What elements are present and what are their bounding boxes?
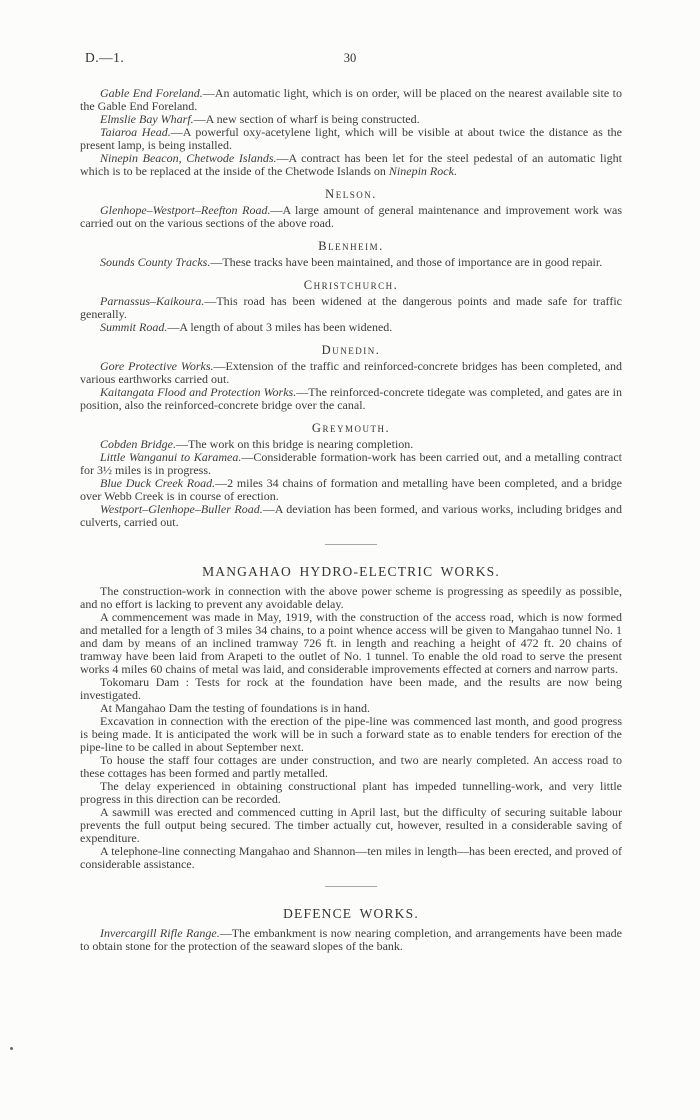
- separator-rule: [325, 886, 377, 887]
- paragraph: [80, 295, 622, 321]
- paragraph-text: —A large amount of general maintenance and improvement work was carried out on the various sections of the above road.: [80, 203, 622, 230]
- page-body: [0, 67, 700, 953]
- paragraph-tail-text: .: [453, 164, 457, 178]
- paragraph: [80, 152, 622, 178]
- paragraph-lead-italic: Glenhope–Westport–Reefton Road.: [100, 203, 271, 217]
- paragraph-text: —2 miles 34 chains of formation and metalling have been completed, and a bridge over Webb Creek is in course of erection.: [80, 476, 622, 503]
- paragraph: [80, 845, 622, 871]
- section-heading: DEFENCE WORKS.: [283, 906, 419, 921]
- paragraph: [80, 256, 622, 269]
- paragraph-text: The construction-work in connection with the above power scheme is progressing as speedily as possible, and no effort is lacking to prevent any avoidable delay.: [80, 584, 622, 611]
- paragraph-text: —These tracks have been maintained, and those of importance are in good repair.: [210, 255, 603, 269]
- paragraph-text: To house the staff four cottages are under construction, and two are nearly completed. An access road to these cottages has been formed and partly metalled.: [80, 753, 622, 780]
- paragraph-text: —A contract has been let for the steel pedestal of an automatic light which is to be replaced at the inside of the Chetwode Islands on: [80, 151, 622, 178]
- paragraph-text: —The work on this bridge is nearing completion.: [176, 437, 414, 451]
- paragraph-lead-italic: Gore Protective Works.: [100, 359, 214, 373]
- paragraph: [80, 360, 622, 386]
- paragraph-text: At Mangahao Dam the testing of foundations is in hand.: [100, 701, 370, 715]
- paragraph: [80, 386, 622, 412]
- paragraph-lead-italic: Taiaroa Head.: [100, 125, 171, 139]
- paragraph-lead-italic: Sounds County Tracks.: [100, 255, 211, 269]
- paragraph-text: —A new section of wharf is being constructed.: [193, 112, 420, 126]
- paragraph-text: —Considerable formation-work has been carried out, and a metalling contract for 3½ miles is in progress.: [80, 450, 622, 477]
- section-heading: Nelson.: [325, 187, 377, 201]
- paragraph: [80, 585, 622, 611]
- paragraph-tail-italic: Ninepin Rock: [388, 164, 454, 178]
- paragraph-text: —A deviation has been formed, and various works, including bridges and culverts, carried out.: [80, 502, 622, 529]
- section-heading: Blenheim.: [318, 239, 384, 253]
- paragraph-text: —The embankment is now nearing completion, and arrangements have been made to obtain stone for the protection of the seaward slopes of the bank.: [80, 926, 622, 953]
- paragraph-text: A commencement was made in May, 1919, with the construction of the access road, which is now formed and metalled for a length of 3 miles 34 chains, to a point whence access will be given to Mangahao tunnel No. 1 and dam by means of an inclined tramway 726 ft. in length and reaching a height of 472 ft. 20 chains of tramway have been laid from Arapeti to the outlet of No. 1 tunnel. To enable the old road to serve the present works 4 miles 60 chains of metal was laid, and considerable improvements effected at corners and narrow parts.: [80, 610, 622, 676]
- paragraph-text: —A length of about 3 miles has been widened.: [167, 320, 393, 334]
- section-heading: Christchurch.: [303, 278, 399, 292]
- paragraph-text: —A powerful oxy-acetylene light, which will be visible at about twice the distance as the present lamp, is being installed.: [80, 125, 622, 152]
- paragraph-text: —The reinforced-concrete tidegate was completed, and gates are in position, also the reinforced-concrete bridge over the canal.: [80, 385, 622, 412]
- paragraph-text: —An automatic light, which is on order, will be placed on the nearest available site to the Gable End Foreland.: [80, 86, 622, 113]
- paragraph-lead-italic: Ninepin Beacon, Chetwode Islands.: [100, 151, 277, 165]
- paragraph: [80, 715, 622, 754]
- paragraph-text: A sawmill was erected and commenced cutting in April last, but the difficulty of securing suitable labour prevents the full output being secured. The timber actually cut, however, resulted in a considerable saving of expenditure.: [80, 805, 622, 845]
- paragraph-lead-italic: Invercargill Rifle Range.: [100, 926, 220, 940]
- paragraph-lead-italic: Elmslie Bay Wharf.: [100, 112, 194, 126]
- paragraph-lead-italic: Little Wanganui to Karamea.: [100, 450, 242, 464]
- paragraph-lead-italic: Summit Road.: [100, 320, 168, 334]
- paragraph: [80, 477, 622, 503]
- paragraph-text: —This road has been widened at the dangerous points and made safe for traffic generally.: [80, 294, 622, 321]
- paragraph-lead-italic: Cobden Bridge.: [100, 437, 176, 451]
- section-heading: MANGAHAO HYDRO-ELECTRIC WORKS.: [202, 564, 500, 579]
- paragraph-lead-italic: Westport–Glenhope–Buller Road.: [100, 502, 263, 516]
- paragraph: [80, 503, 622, 529]
- paragraph: [80, 754, 622, 780]
- document-reference: D.—1.: [85, 50, 125, 65]
- paragraph: [80, 806, 622, 845]
- paragraph-lead-italic: Blue Duck Creek Road.: [100, 476, 216, 490]
- paragraph-lead-italic: Gable End Foreland.: [100, 86, 203, 100]
- section-heading: Dunedin.: [321, 343, 381, 357]
- paragraph: [80, 780, 622, 806]
- paragraph-text: Excavation in connection with the erection of the pipe-line was commenced last month, and good progress is being made. It is anticipated the work will be in such a forward state as to enable tenders for erection of the pipe-line to be called in about September next.: [80, 714, 622, 754]
- paragraph-text: The delay experienced in obtaining constructional plant has impeded tunnelling-work, and very little progress in this direction can be recorded.: [80, 779, 622, 806]
- paragraph-text: A telephone-line connecting Mangahao and Shannon—ten miles in length—has been erected, and proved of considerable assistance.: [80, 844, 622, 871]
- paragraph: [80, 126, 622, 152]
- paragraph: [80, 611, 622, 676]
- paragraph: [80, 451, 622, 477]
- scan-artifact-dot: [10, 1047, 13, 1050]
- paragraph: [80, 321, 622, 334]
- paragraph: [80, 927, 622, 953]
- section-heading: Greymouth.: [311, 421, 391, 435]
- paragraph-lead-italic: Parnassus–Kaikoura.: [100, 294, 205, 308]
- paragraph: [80, 676, 622, 702]
- paragraph-text: Tokomaru Dam : Tests for rock at the foundation have been made, and the results are now being investigated.: [80, 675, 622, 702]
- separator-rule: [325, 544, 377, 545]
- paragraph: [80, 87, 622, 113]
- paragraph-lead-italic: Kaitangata Flood and Protection Works.: [100, 385, 297, 399]
- page-number: 30: [343, 51, 357, 65]
- page-header: [0, 50, 700, 67]
- paragraph-text: —Extension of the traffic and reinforced-concrete bridges has been completed, and various earthworks carried out.: [80, 359, 623, 386]
- paragraph: [80, 204, 622, 230]
